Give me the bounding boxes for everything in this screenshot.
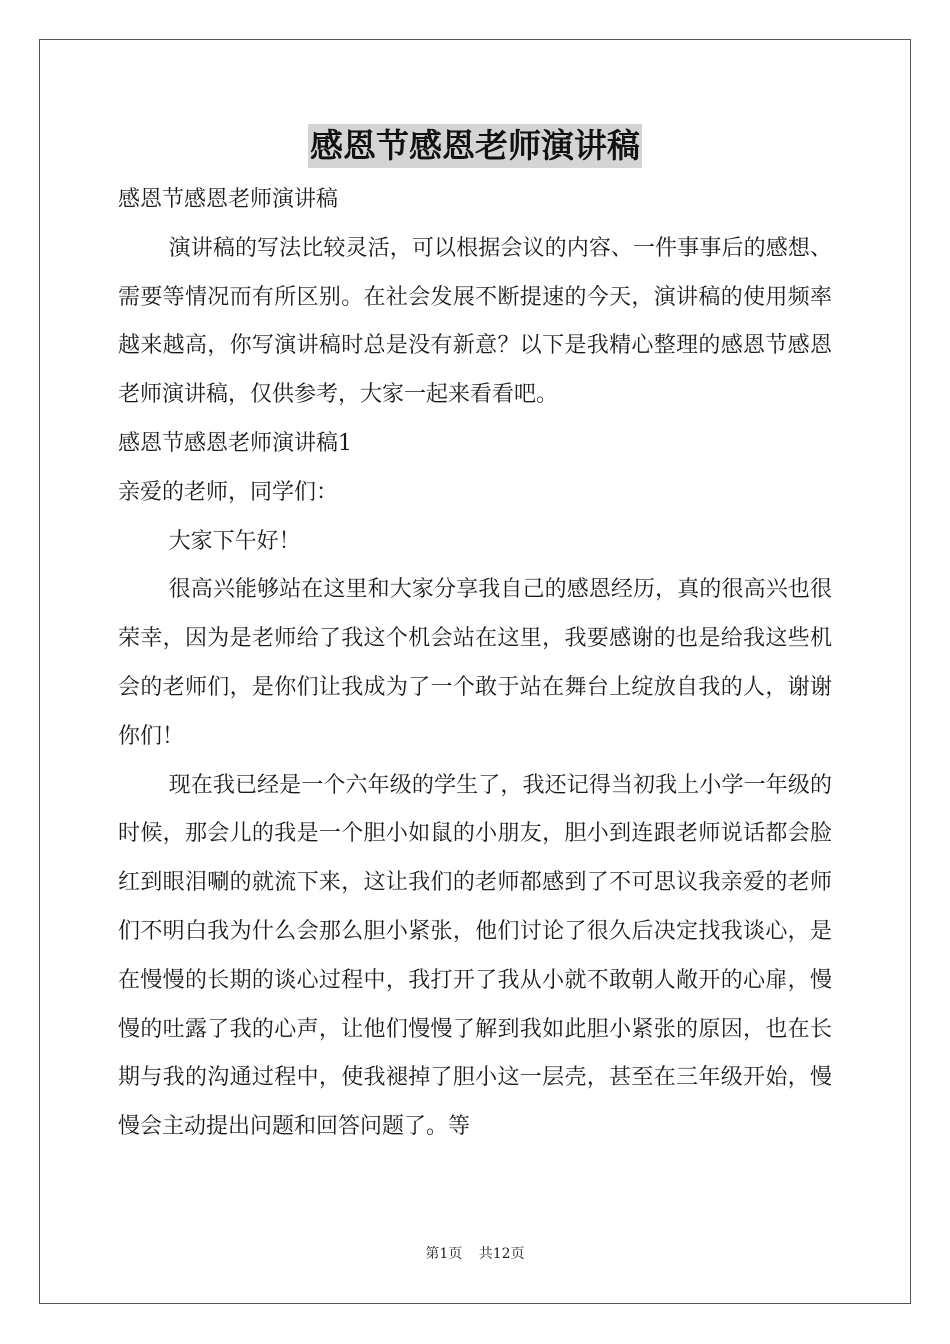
document-body [118,176,832,1250]
body-paragraph-1: 很高兴能够站在这里和大家分享我自己的感恩经历，真的很高兴也很荣幸，因为是老师给了我这个机会站在这里，我要感谢的也是给我这些机会的老师们，是你们让我成为了一个敢于站在舞台上绽放自我的人，谢谢你们！ [118,577,832,749]
section-heading: 感恩节感恩老师演讲稿1 [118,430,352,456]
body-paragraph-2: 现在我已经是一个六年级的学生了，我还记得当初我上小学一年级的时候，那会儿的我是一个胆小如鼠的小朋友，胆小到连跟老师说话都会脸红到眼泪唰的就流下来，这让我们的老师都感到了不可思议我亲爱的老师们不明白我为什么会那么胆小紧张，他们讨论了很久后决定找我谈心，是在慢慢的长期的谈心过程中，我打开了我从小就不敢朝人敞开的心扉，慢慢的吐露了我的心声，让他们慢慢了解到我如此胆小紧张的原因，也在长期与我的沟通过程中，使我褪掉了胆小这一层壳，甚至在三年级开始，慢慢会主动提出问题和回答问题了。等 [118,772,832,1140]
title-container [0,124,950,168]
subtitle: 感恩节感恩老师演讲稿 [118,187,339,212]
page-footer [0,1244,950,1264]
greeting-paragraph: 大家下午好！ [168,528,301,554]
salutation: 亲爱的老师，同学们： [118,479,339,505]
document-title: 感恩节感恩老师演讲稿 [308,124,642,168]
intro-paragraph: 演讲稿的写法比较灵活，可以根据会议的内容、一件事事后的感想、需要等情况而有所区别。在社会发展不断提速的今天，演讲稿的使用频率越来越高，你写演讲稿时总是没有新意？以下是我精心整理的感恩节感恩老师演讲稿，仅供参考，大家一起来看看吧。 [118,235,832,408]
page-total: 共12页 [478,1246,525,1262]
page-number: 第1页 [425,1246,463,1262]
